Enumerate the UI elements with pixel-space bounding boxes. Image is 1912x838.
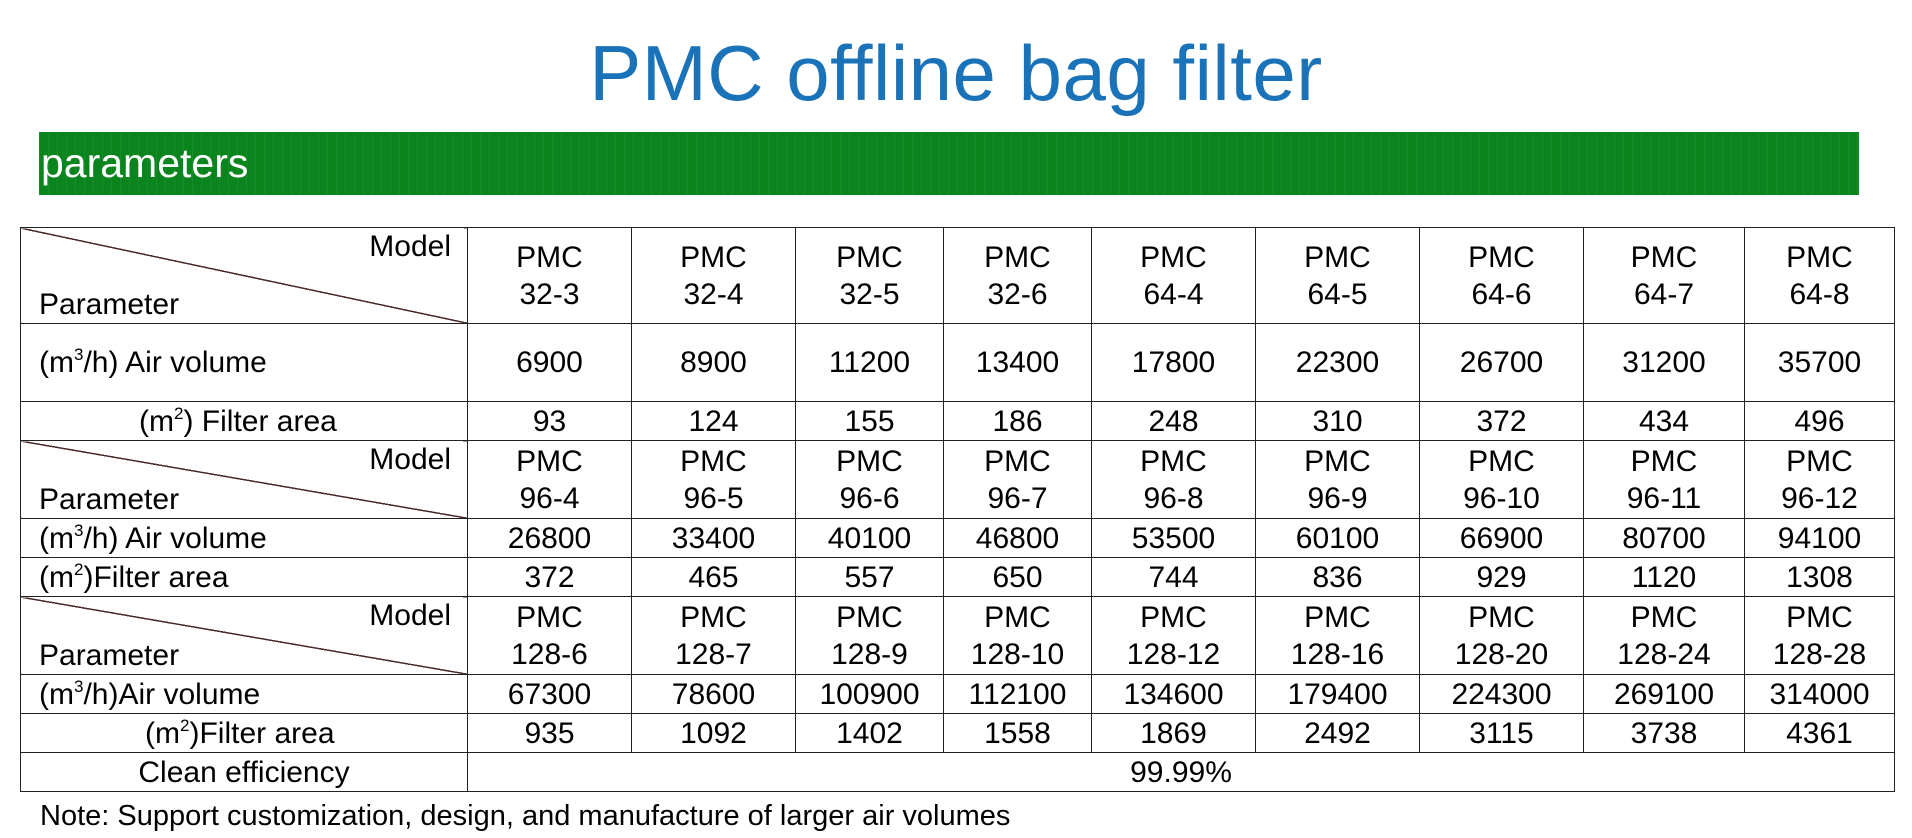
air-volume-value: 78600 — [632, 675, 796, 714]
clean-efficiency-row — [21, 753, 1895, 792]
air-volume-value: 6900 — [468, 324, 632, 402]
air-volume-value: 112100 — [944, 675, 1092, 714]
filter-area-value: 4361 — [1745, 714, 1895, 753]
filter-area-value: 155 — [796, 402, 944, 441]
model-code: 32-6 — [987, 277, 1048, 311]
air-volume-text: Air volume — [118, 677, 261, 711]
model-cell — [632, 597, 796, 675]
air-volume-row — [21, 324, 1895, 402]
model-series: PMC — [1630, 240, 1698, 274]
model-cell — [1420, 597, 1584, 675]
model-cell — [944, 441, 1092, 519]
filter-area-value: 3115 — [1420, 714, 1584, 753]
unit-text: (m — [39, 346, 74, 379]
model-cell — [796, 597, 944, 675]
model-series: PMC — [1304, 444, 1371, 478]
filter-area-value: 744 — [1092, 558, 1256, 597]
model-cell — [944, 228, 1092, 324]
clean-efficiency-value: 99.99% — [468, 753, 1895, 792]
filter-area-value: 434 — [1584, 402, 1745, 441]
model-code: 128-28 — [1772, 637, 1867, 671]
model-code: 32-4 — [683, 277, 744, 311]
model-series: PMC — [516, 600, 583, 634]
model-cell — [468, 597, 632, 675]
model-code: 64-5 — [1307, 277, 1368, 311]
banner-label: parameters — [41, 140, 249, 186]
model-code: 32-3 — [519, 277, 580, 311]
filter-area-label — [21, 558, 468, 597]
air-volume-value: 40100 — [796, 519, 944, 558]
air-volume-label — [21, 675, 468, 714]
model-cell — [1745, 441, 1895, 519]
unit-text: (m — [145, 716, 180, 750]
page-title: PMC offline bag filter — [589, 29, 1323, 117]
filter-area-value: 1402 — [796, 714, 944, 753]
model-code: 128-20 — [1454, 637, 1549, 671]
diagonal-header-cell — [21, 441, 468, 519]
unit-exponent: 2 — [73, 559, 84, 579]
unit-exponent: 2 — [173, 403, 184, 423]
model-series: PMC — [1468, 240, 1535, 274]
unit-text: ) — [83, 560, 94, 594]
model-cell — [1256, 597, 1420, 675]
filter-area-value: 372 — [1420, 402, 1584, 441]
filter-area-value: 3738 — [1584, 714, 1745, 753]
air-volume-value: 33400 — [632, 519, 796, 558]
unit-text: ) — [189, 716, 200, 750]
unit-text: (m — [139, 404, 174, 438]
model-cell — [468, 228, 632, 324]
filter-area-value: 935 — [468, 714, 632, 753]
unit-text: (m — [39, 560, 74, 594]
filter-area-row — [21, 558, 1895, 597]
model-series: PMC — [516, 444, 583, 478]
model-code: 96-10 — [1463, 481, 1540, 515]
model-cell — [468, 441, 632, 519]
model-series: PMC — [680, 240, 747, 274]
model-cell — [632, 228, 796, 324]
model-cell — [1745, 228, 1895, 324]
model-code: 64-4 — [1143, 277, 1204, 311]
filter-area-value: 372 — [468, 558, 632, 597]
model-code: 96-5 — [683, 481, 744, 515]
model-series: PMC — [680, 600, 747, 634]
filter-area-value: 1869 — [1092, 714, 1256, 753]
model-series: PMC — [1630, 444, 1698, 478]
air-volume-value: 134600 — [1092, 675, 1256, 714]
model-series: PMC — [1140, 240, 1207, 274]
model-cell — [1745, 597, 1895, 675]
model-code: 128-16 — [1290, 637, 1385, 671]
model-code: 128-10 — [970, 637, 1065, 671]
filter-area-row — [21, 714, 1895, 753]
model-cell — [1092, 441, 1256, 519]
diagonal-header-cell — [21, 228, 468, 324]
air-volume-value: 80700 — [1584, 519, 1745, 558]
filter-area-label — [21, 714, 468, 753]
parameter-table — [20, 227, 1895, 792]
filter-area-value: 186 — [944, 402, 1092, 441]
air-volume-value: 11200 — [796, 324, 944, 402]
model-cell — [796, 441, 944, 519]
air-volume-value: 53500 — [1092, 519, 1256, 558]
model-code: 96-6 — [839, 481, 900, 515]
air-volume-value: 179400 — [1256, 675, 1420, 714]
model-code: 128-12 — [1126, 637, 1221, 671]
model-series: PMC — [1304, 600, 1371, 634]
model-series: PMC — [680, 444, 747, 478]
model-row — [21, 228, 1895, 324]
model-cell — [1092, 597, 1256, 675]
filter-area-value: 310 — [1256, 402, 1420, 441]
air-volume-value: 17800 — [1092, 324, 1256, 402]
filter-area-value: 557 — [796, 558, 944, 597]
model-code: 128-6 — [511, 637, 588, 671]
model-series: PMC — [1304, 240, 1371, 274]
filter-area-value: 465 — [632, 558, 796, 597]
unit-text: ) — [183, 404, 194, 438]
footnote: Note: Support customization, design, and manufacture of larger air volumes — [40, 800, 1011, 832]
air-volume-row — [21, 675, 1895, 714]
filter-area-text: Filter area — [93, 560, 229, 594]
filter-area-value: 1092 — [632, 714, 796, 753]
air-volume-label — [21, 324, 468, 402]
filter-area-row — [21, 402, 1895, 441]
model-series: PMC — [984, 240, 1051, 274]
air-volume-value: 26800 — [468, 519, 632, 558]
parameter-header-label: Parameter — [39, 288, 180, 321]
model-code: 96-9 — [1307, 481, 1368, 515]
model-code: 96-4 — [519, 481, 580, 515]
parameter-header-label: Parameter — [39, 639, 180, 672]
model-cell — [1584, 441, 1745, 519]
model-series: PMC — [1468, 600, 1535, 634]
unit-text: /h) — [83, 346, 119, 379]
filter-area-value: 124 — [632, 402, 796, 441]
filter-area-value: 93 — [468, 402, 632, 441]
model-code: 128-9 — [831, 637, 908, 671]
model-cell — [1584, 228, 1745, 324]
model-series: PMC — [1786, 240, 1853, 274]
diagonal-header-cell — [21, 597, 468, 675]
model-row — [21, 597, 1895, 675]
filter-area-value: 1308 — [1745, 558, 1895, 597]
unit-text: /h) — [83, 521, 119, 555]
air-volume-value: 67300 — [468, 675, 632, 714]
model-code: 96-8 — [1143, 481, 1204, 515]
model-row — [21, 441, 1895, 519]
model-code: 32-5 — [839, 277, 900, 311]
model-series: PMC — [836, 444, 903, 478]
model-series: PMC — [516, 240, 583, 274]
model-code: 96-7 — [987, 481, 1048, 515]
unit-text: (m — [39, 521, 74, 555]
filter-area-value: 929 — [1420, 558, 1584, 597]
air-volume-value: 60100 — [1256, 519, 1420, 558]
filter-area-value: 496 — [1745, 402, 1895, 441]
air-volume-value: 46800 — [944, 519, 1092, 558]
model-header-label: Model — [369, 443, 451, 476]
air-volume-value: 31200 — [1584, 324, 1745, 402]
model-cell — [1420, 441, 1584, 519]
filter-area-text: Filter area — [199, 716, 335, 750]
air-volume-value: 269100 — [1584, 675, 1745, 714]
air-volume-value: 35700 — [1745, 324, 1895, 402]
unit-exponent: 2 — [179, 715, 190, 735]
air-volume-value: 94100 — [1745, 519, 1895, 558]
model-series: PMC — [1140, 600, 1207, 634]
model-cell — [944, 597, 1092, 675]
model-series: PMC — [1140, 444, 1207, 478]
unit-exponent: 3 — [73, 676, 84, 696]
air-volume-label — [21, 519, 468, 558]
air-volume-value: 22300 — [1256, 324, 1420, 402]
filter-area-text: Filter area — [193, 404, 337, 438]
model-cell — [1420, 228, 1584, 324]
filter-area-value: 1558 — [944, 714, 1092, 753]
model-series: PMC — [836, 600, 903, 634]
model-code: 96-12 — [1781, 481, 1858, 515]
model-cell — [632, 441, 796, 519]
parameter-header-label: Parameter — [39, 483, 180, 516]
section-banner — [39, 132, 1859, 195]
model-code: 96-11 — [1626, 481, 1702, 515]
filter-area-value: 650 — [944, 558, 1092, 597]
model-series: PMC — [1786, 444, 1853, 478]
unit-text: /h) — [83, 677, 119, 711]
unit-exponent: 3 — [73, 520, 84, 540]
air-volume-value: 224300 — [1420, 675, 1584, 714]
model-code: 64-6 — [1471, 277, 1532, 311]
unit-text: (m — [39, 677, 74, 711]
air-volume-value: 26700 — [1420, 324, 1584, 402]
filter-area-value: 836 — [1256, 558, 1420, 597]
model-series: PMC — [984, 444, 1051, 478]
air-volume-text: Air volume — [118, 346, 267, 379]
model-code: 64-7 — [1633, 277, 1695, 311]
model-header-label: Model — [369, 230, 451, 263]
model-cell — [1584, 597, 1745, 675]
model-cell — [1256, 441, 1420, 519]
model-series: PMC — [1786, 600, 1853, 634]
filter-area-value: 248 — [1092, 402, 1256, 441]
air-volume-value: 8900 — [632, 324, 796, 402]
filter-area-value: 2492 — [1256, 714, 1420, 753]
unit-exponent: 3 — [73, 345, 84, 364]
model-cell — [1092, 228, 1256, 324]
model-code: 128-7 — [675, 637, 752, 671]
air-volume-value: 66900 — [1420, 519, 1584, 558]
clean-efficiency-label: Clean efficiency — [21, 753, 468, 792]
filter-area-label — [21, 402, 468, 441]
model-cell — [1256, 228, 1420, 324]
model-cell — [796, 228, 944, 324]
model-series: PMC — [836, 240, 903, 274]
model-series: PMC — [984, 600, 1051, 634]
air-volume-value: 13400 — [944, 324, 1092, 402]
air-volume-value: 314000 — [1745, 675, 1895, 714]
model-code: 64-8 — [1789, 277, 1850, 311]
filter-area-value: 1120 — [1584, 558, 1745, 597]
model-series: PMC — [1630, 600, 1698, 634]
model-code: 128-24 — [1617, 637, 1711, 671]
air-volume-value: 100900 — [796, 675, 944, 714]
model-header-label: Model — [369, 599, 451, 632]
model-series: PMC — [1468, 444, 1535, 478]
air-volume-text: Air volume — [118, 521, 267, 555]
air-volume-row — [21, 519, 1895, 558]
